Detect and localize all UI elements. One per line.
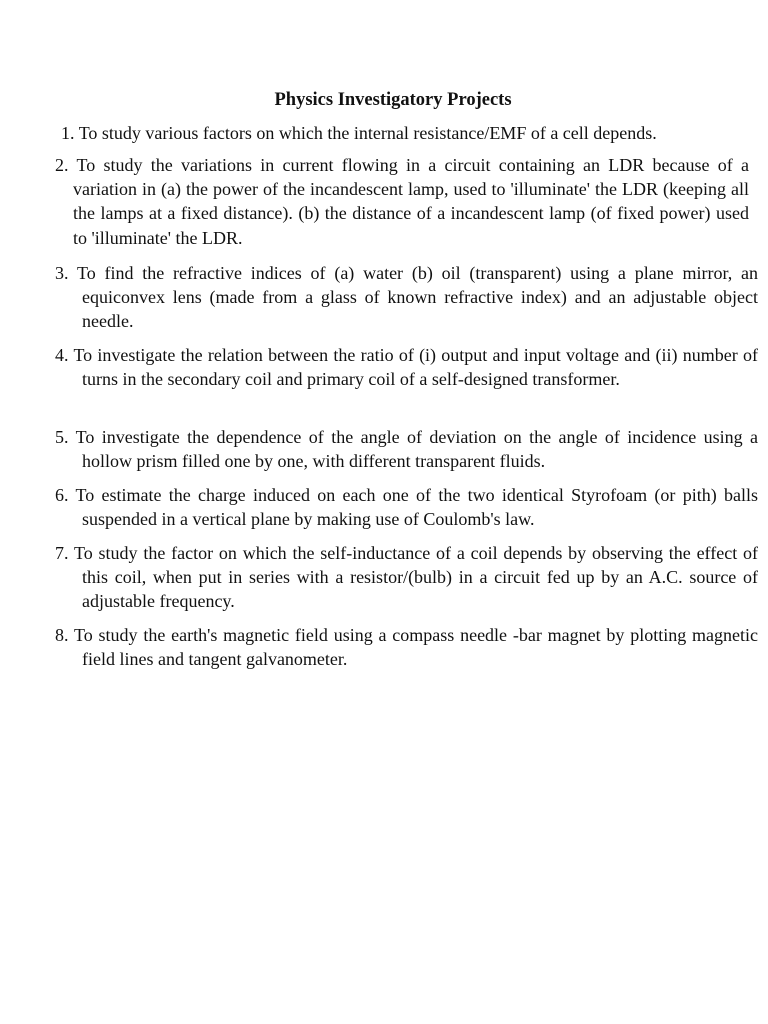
list-item [55, 425, 758, 473]
item-number: 7. [55, 543, 69, 563]
item-number: 5. [55, 427, 69, 447]
item-text: To investigate the dependence of the angle of deviation on the angle of incidence using a hollow prism filled one by one, with different transparent fluids. [75, 427, 758, 472]
item-text: To study the earth's magnetic field using a compass needle -bar magnet by plotting magnetic field lines and tangent galvanometer. [73, 625, 758, 670]
item-text: To study the factor on which the self-inductance of a coil depends by observing the effect of this coil, when put in series with a resistor/(bulb) in a circuit fed up by an A.C. source of adjustable frequency. [73, 543, 758, 612]
list-item [55, 261, 758, 334]
item-text: To study various factors on which the internal resistance/EMF of a cell depends. [78, 123, 657, 143]
item-text: To study the variations in current flowing in a circuit containing an LDR because of a variation in (a) the power of the incandescent lamp, used to 'illuminate' the LDR (keeping all the lamps at a fixed distance). (b) the distance of a incandescent lamp (of fixed power) used to 'illuminate' the LDR. [73, 155, 749, 248]
item-text: To find the refractive indices of (a) water (b) oil (transparent) using a plane mirror, an equiconvex lens (made from a glass of known refractive index) and an adjustable object needle. [76, 263, 758, 332]
item-text: To investigate the relation between the ratio of (i) output and input voltage and (ii) number of turns in the secondary coil and primary coil of a self-designed transformer. [73, 345, 758, 390]
list-item [55, 483, 758, 531]
list-item [55, 343, 758, 391]
list-item [55, 153, 749, 250]
item-number: 6. [55, 485, 69, 505]
item-number: 4. [55, 345, 69, 365]
item-number: 2. [55, 155, 69, 175]
list-item [55, 623, 758, 671]
item-number: 1. [61, 123, 75, 143]
item-number: 3. [55, 263, 69, 283]
item-number: 8. [55, 625, 69, 645]
list-item [55, 541, 758, 614]
list-item [61, 121, 741, 145]
item-text: To estimate the charge induced on each one of the two identical Styrofoam (or pith) balls suspended in a vertical plane by making use of Coulomb's law. [75, 485, 758, 530]
page-title: Physics Investigatory Projects [274, 90, 512, 110]
